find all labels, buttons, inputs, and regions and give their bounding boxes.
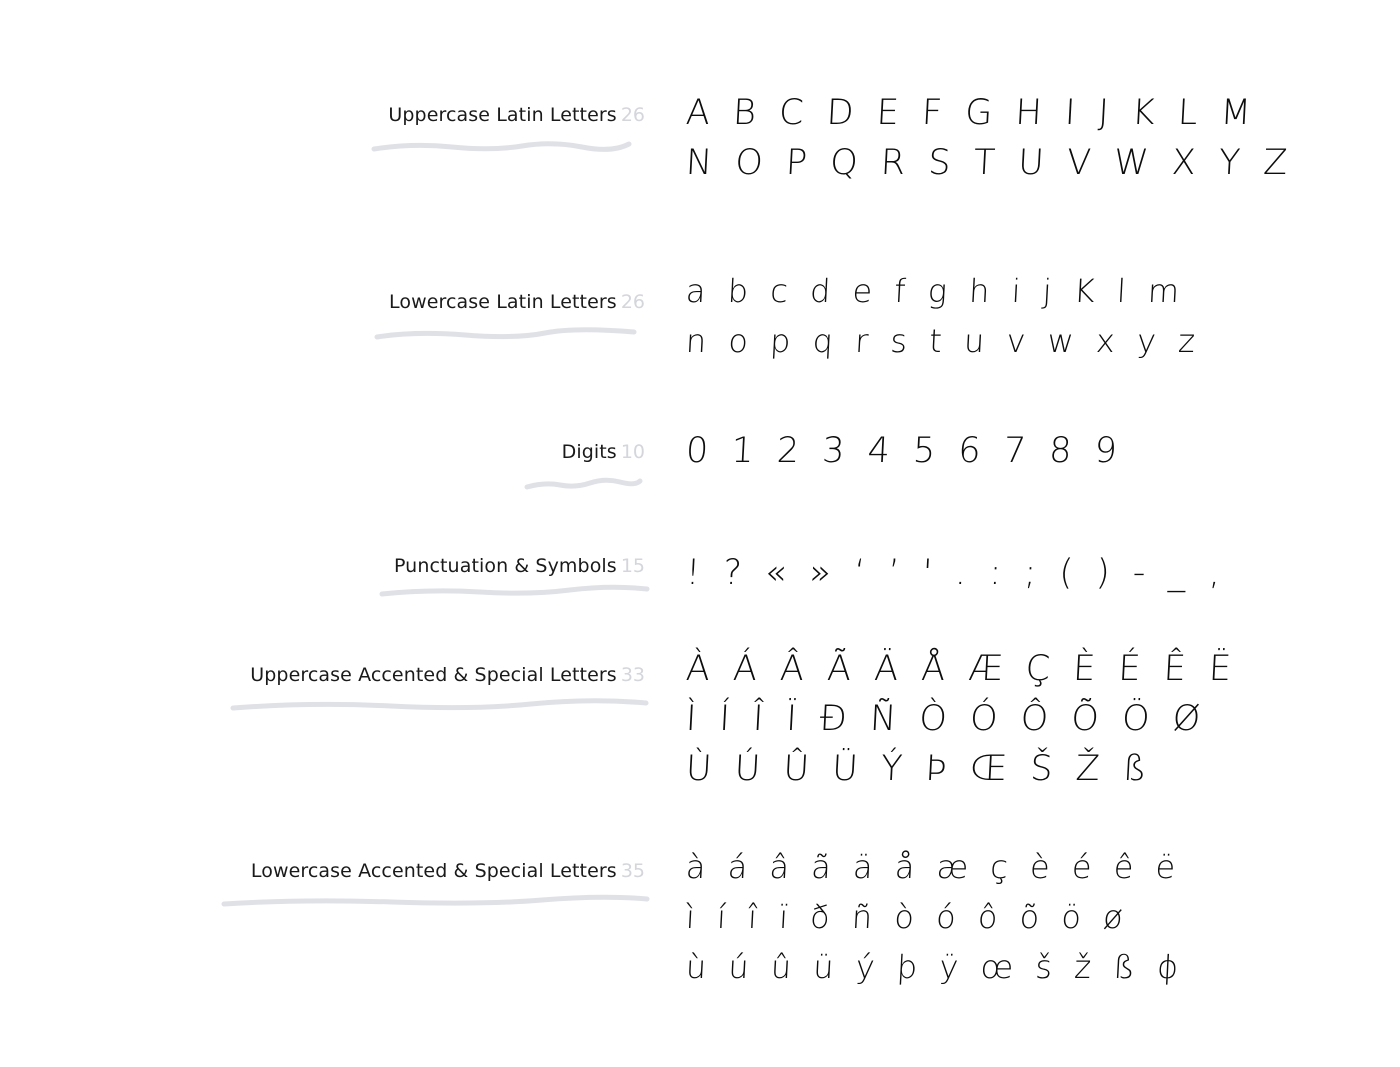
section-title: Digits [561, 441, 617, 463]
squiggle-underline [231, 698, 649, 712]
glyph-row: 0 1 2 3 4 5 6 7 8 9 [684, 431, 1124, 471]
glyph-sample [686, 426, 1123, 476]
glyph-count: 15 [620, 555, 645, 577]
glyph-sample [686, 266, 1201, 366]
squiggle-underline [525, 476, 643, 490]
glyph-count: 10 [620, 441, 645, 463]
section-title: Uppercase Latin Letters [388, 104, 617, 126]
glyph-row: ! ? « » ‘ ’ ' . : ; ( ) - _ , [684, 553, 1228, 593]
section-label [394, 555, 645, 577]
section-title: Lowercase Accented & Special Letters [250, 860, 617, 882]
glyph-count: 35 [620, 860, 645, 882]
glyph-row: A B C D E F G H I J K L M [684, 93, 1258, 133]
glyph-row: a b c d e f g h i j K l m [685, 272, 1187, 310]
glyph-sample [686, 644, 1237, 794]
section-label [388, 104, 645, 126]
section-title: Uppercase Accented & Special Letters [250, 664, 617, 686]
glyph-row: à á â ã ä å æ ç è é ê ë [685, 848, 1183, 886]
glyph-row: n o p q r s t u v w x y z [685, 322, 1202, 360]
section-title: Lowercase Latin Letters [389, 291, 617, 313]
section-label [251, 860, 645, 882]
squiggle-underline [380, 584, 650, 598]
glyph-sample [686, 88, 1293, 188]
glyph-count: 26 [620, 291, 645, 313]
glyph-row: ì í î ï ð ñ ò ó ô õ ö ø [685, 898, 1130, 936]
squiggle-underline [372, 140, 632, 154]
squiggle-underline [222, 894, 650, 908]
glyph-count: 33 [620, 664, 645, 686]
glyph-sample [686, 842, 1184, 992]
glyph-row: À Á Â Ã Ä Å Æ Ç È É Ê Ë [684, 649, 1239, 689]
section-label [250, 664, 645, 686]
glyph-row: Ù Ú Û Ü Ý Þ Œ Š Ž ß [684, 749, 1154, 789]
glyph-row: Ì Í Î Ï Ð Ñ Ò Ó Ô Õ Ö Ø [684, 699, 1208, 739]
section-label [389, 291, 645, 313]
glyph-row: N O P Q R S T U V W X Y Z [684, 143, 1295, 183]
section-title: Punctuation & Symbols [393, 555, 617, 577]
section-label [562, 441, 645, 463]
glyph-row: ù ú û ü ý þ ÿ œ š ž ß ϕ [685, 948, 1186, 986]
glyph-sample [686, 548, 1226, 598]
glyph-count: 26 [620, 104, 645, 126]
squiggle-underline [375, 327, 637, 341]
